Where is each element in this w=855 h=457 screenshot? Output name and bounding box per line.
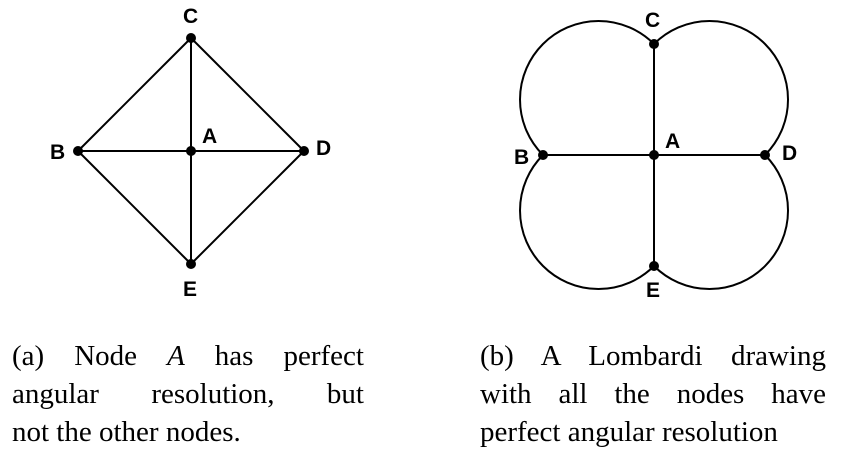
label-b-b: B: [514, 146, 530, 169]
edge-a-b-c: [78, 38, 191, 151]
caption-b-line-1: (b) A Lombardi drawing: [480, 340, 826, 372]
caption-a-line-2: angular resolution, but: [12, 378, 364, 410]
label-b-c: C: [645, 9, 661, 32]
arc-b-e-b: [520, 155, 654, 289]
label-b-d: D: [782, 142, 798, 165]
edge-a-e-b: [78, 151, 191, 264]
caption-a-line-1-rest: has perfect: [184, 340, 364, 372]
node-b-b: [538, 150, 548, 160]
label-a-c: C: [183, 5, 199, 28]
node-b-c: [649, 39, 659, 49]
node-a-b: [73, 146, 83, 156]
node-a-d: [299, 146, 309, 156]
label-b-a: A: [665, 130, 681, 153]
label-a-d: D: [316, 137, 332, 160]
caption-b: [480, 337, 826, 451]
node-b-a: [649, 150, 659, 160]
label-b-e: E: [646, 279, 661, 302]
edge-a-d-e: [191, 151, 304, 264]
node-b-d: [760, 150, 770, 160]
label-a-e: E: [183, 278, 198, 301]
caption-a-line-1: [12, 337, 364, 375]
caption-a-node-italic: A: [167, 340, 185, 372]
node-b-e: [649, 261, 659, 271]
caption-b-line-2: with all the nodes have: [480, 378, 826, 410]
node-a-e: [186, 259, 196, 269]
node-a-c: [186, 33, 196, 43]
diagram-a: [50, 5, 331, 301]
caption-a: [12, 337, 364, 451]
node-a-a: [186, 146, 196, 156]
arc-b-b-c: [520, 21, 654, 155]
label-a-b: B: [50, 141, 66, 164]
caption-b-line-3: perfect angular resolution: [480, 416, 778, 448]
caption-a-line-3: not the other nodes.: [12, 416, 241, 448]
arc-b-d-e: [654, 155, 788, 289]
label-a-a: A: [202, 125, 218, 148]
diagram-b: [514, 9, 797, 302]
caption-a-prefix: (a) Node: [12, 340, 168, 372]
